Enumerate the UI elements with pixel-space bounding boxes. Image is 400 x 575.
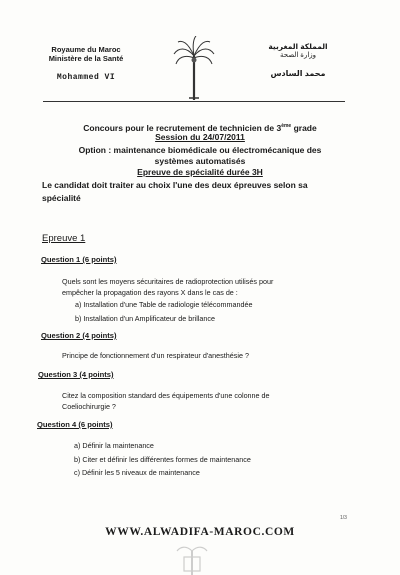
page-number: 1/3 bbox=[340, 515, 347, 521]
session-date: Session du 24/07/2011 bbox=[155, 132, 245, 142]
header-small-print-arabic-2 bbox=[258, 78, 338, 83]
royal-signature: Mohammed VI bbox=[56, 73, 116, 82]
question-4-item-c: c) Définir les 5 niveaux de maintenance bbox=[74, 468, 200, 477]
question-1-text-line-1: Quels sont les moyens sécuritaires de radioprotection utilisés pour bbox=[62, 277, 274, 286]
question-1-text-line-2: empêcher la propagation des rayons X dans le cas de : bbox=[62, 288, 238, 297]
question-1-heading: Question 1 (6 points) bbox=[41, 255, 117, 264]
question-2-heading: Question 2 (4 points) bbox=[41, 331, 117, 340]
ministry-label: Ministère de la Santé bbox=[48, 54, 124, 63]
option-line-2: systèmes automatisés bbox=[154, 156, 246, 166]
header-left bbox=[40, 45, 132, 82]
watermark-emblem-icon bbox=[174, 543, 210, 575]
header-small-print bbox=[40, 67, 132, 72]
question-3-text-line-1: Citez la composition standard des équipements d'une colonne de bbox=[62, 391, 270, 400]
header-divider bbox=[43, 101, 345, 102]
question-2-text: Principe de fonctionnement d'un respirateur d'anesthésie ? bbox=[62, 351, 249, 360]
footer-website: WWW.ALWADIFA-MAROC.COM bbox=[105, 526, 295, 538]
epreuve-heading: Epreuve 1 bbox=[42, 233, 86, 244]
question-3-text-line-2: Coeliochirurgie ? bbox=[62, 402, 116, 411]
instruction-line-2: spécialité bbox=[42, 193, 81, 203]
header-right bbox=[258, 42, 338, 83]
ministry-label-arabic: وزارة الصحة bbox=[279, 52, 317, 59]
title-superscript: ème bbox=[281, 123, 292, 129]
exam-duration: Epreuve de spécialité durée 3H bbox=[137, 167, 263, 177]
royal-signature-arabic: محمد السادس bbox=[270, 69, 326, 78]
title-text: Concours pour le recrutement de technicien de 3 bbox=[83, 122, 282, 133]
kingdom-label: Royaume du Maroc bbox=[51, 45, 121, 54]
question-4-heading: Question 4 (6 points) bbox=[37, 420, 113, 429]
option-line-1: Option : maintenance biomédicale ou électromécanique des bbox=[78, 145, 322, 155]
title-text-end: grade bbox=[291, 122, 317, 133]
question-1-item-a: a) Installation d'une Table de radiologie télécommandée bbox=[75, 300, 253, 309]
question-3-heading: Question 3 (4 points) bbox=[38, 370, 114, 379]
question-4-item-a: a) Définir la maintenance bbox=[74, 441, 154, 450]
question-4-item-b: b) Citer et définir les différentes formes de maintenance bbox=[74, 455, 251, 464]
instruction-line-1: Le candidat doit traiter au choix l'une des deux épreuves selon sa bbox=[42, 180, 308, 190]
palm-emblem-icon bbox=[172, 36, 216, 102]
kingdom-label-arabic: المملكة المغربية bbox=[268, 42, 328, 51]
question-1-item-b: b) Installation d'un Amplificateur de brillance bbox=[75, 314, 216, 323]
